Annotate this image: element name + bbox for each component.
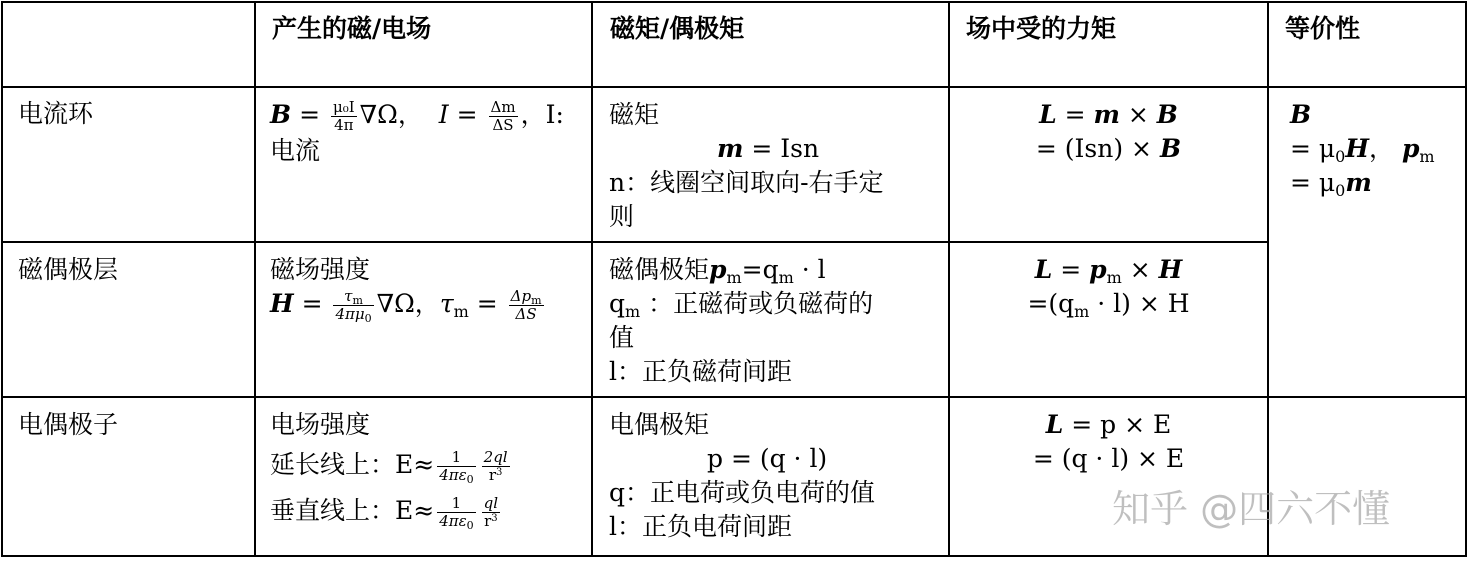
fraction: $\frac{\text{μ₀I}}{4\pi}$ — [332, 98, 355, 134]
electric-dipole-field: 电场强度 延长线上：E≈ $\frac{1}{4\pi\varepsilon_0}$ $\frac{2ql}{r^3}$ 垂直线上：E≈ $\frac{1}{4\pi\varepsilon_0}$ $\frac{ql}{r^3}$ — [270, 410, 508, 532]
current-loop-field: B = $\frac{\text{μ₀I}}{4\pi}$ ∇Ω， I = $\frac{\Delta m}{\Delta S}$ ，I: 电流 — [270, 98, 564, 168]
electric-dipole-moment: 电偶极矩 p = (q · l) q：正电荷或负电荷的值 l：正负电荷间距 — [609, 410, 876, 541]
header-equivalence: 等价性 — [1285, 14, 1361, 43]
fraction: $\frac{\tau_m}{4\pi\mu_0}$ — [335, 287, 372, 325]
equivalence-cell: B = $\mu_0H$， $p_m$ = $\mu_0m$ — [1290, 100, 1435, 200]
fraction: $\frac{ql}{r^3}$ — [483, 494, 499, 530]
current-loop-torque: L = m × B = (Isn) × B — [1035, 100, 1182, 163]
electric-dipole-torque: L = p × E = (q · l) × E — [1032, 410, 1185, 473]
row-label-electric-dipole: 电偶极子 — [18, 410, 119, 439]
row-label-dipole-layer: 磁偶极层 — [18, 255, 119, 284]
dipole-layer-moment: 磁偶极矩$p_m=q_m \cdot l$ $q_m$ ：正磁荷或负磁荷的 值 l：正负磁荷间距 — [609, 255, 874, 386]
dipole-layer-torque: $L = p_m \times H$ $=(q_m \cdot l) \times H$ — [1027, 255, 1190, 321]
field-note: 电流 — [270, 136, 321, 165]
fraction: $\frac{\Delta m}{\Delta S}$ — [490, 98, 516, 134]
dipole-layer-field: 磁场强度 H = $\frac{\tau_m}{4\pi\mu_0}$ ∇Ω，$\tau_m$ = $\frac{\Delta p_m}{\Delta S}$ — [270, 255, 542, 325]
header-moment: 磁矩/偶极矩 — [610, 14, 745, 43]
fraction: $\frac{1}{4\pi\varepsilon_0}$ — [439, 448, 474, 486]
fraction: $\frac{1}{4\pi\varepsilon_0}$ — [439, 494, 474, 532]
header-field: 产生的磁/电场 — [272, 14, 432, 43]
fraction: $\frac{\Delta p_m}{\Delta S}$ — [510, 287, 542, 323]
current-loop-moment: 磁矩 m = Isn n：线圈空间取向-右手定 则 — [609, 100, 884, 231]
row-label-current-loop: 电流环 — [18, 99, 94, 128]
b-symbol: B — [270, 100, 292, 129]
fraction: $\frac{2ql}{r^3}$ — [483, 448, 508, 484]
header-torque: 场中受的力矩 — [966, 14, 1117, 43]
zhihu-watermark: 知乎 @四六不懂 — [1112, 487, 1391, 531]
